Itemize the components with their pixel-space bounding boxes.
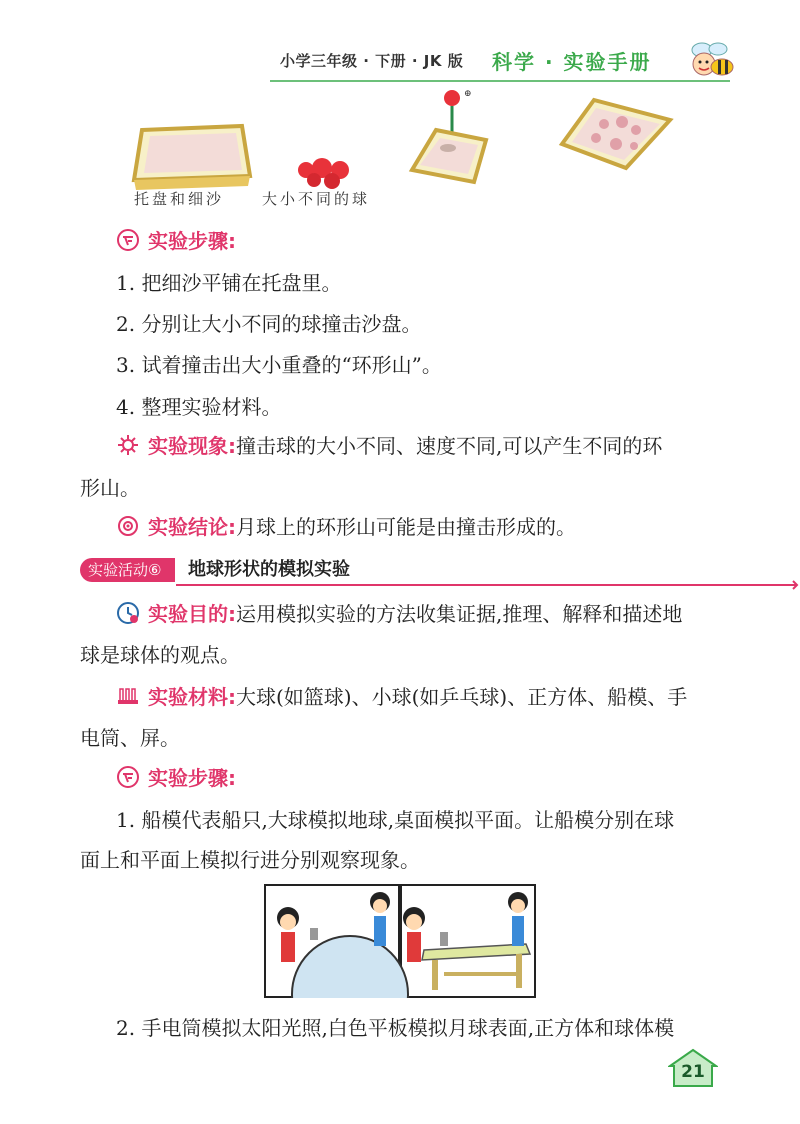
steps-heading: 实验步骤: bbox=[116, 227, 236, 255]
header-divider bbox=[270, 80, 730, 82]
page-number: 21 bbox=[681, 1062, 705, 1082]
materials-text: 大球(如篮球)、小球(如乒乓球)、正方体、船模、手 bbox=[236, 685, 688, 709]
gear-icon bbox=[116, 433, 140, 457]
materials-text-cont: 电筒、屏。 bbox=[80, 726, 180, 750]
step-1: 1. 把细沙平铺在托盘里。 bbox=[116, 271, 342, 295]
purpose-text: 运用模拟实验的方法收集证据,推理、解释和描述地 bbox=[236, 602, 683, 626]
phenomenon-text: 撞击球的大小不同、速度不同,可以产生不同的环 bbox=[236, 434, 663, 458]
step2-1-text-cont: 面上和平面上模拟行进分别观察现象。 bbox=[80, 848, 420, 872]
dropping-ball-image bbox=[412, 89, 486, 182]
header-grade: 小学三年级 · 下册 · JK 版 bbox=[280, 52, 464, 70]
step-4: 4. 整理实验材料。 bbox=[116, 395, 282, 419]
activity-banner bbox=[80, 556, 730, 586]
step-3: 3. 试着撞击出大小重叠的“环形山”。 bbox=[116, 353, 442, 377]
step2-1-text: 1. 船模代表船只,大球模拟地球,桌面模拟平面。让船模分别在球 bbox=[116, 808, 675, 832]
phenomenon-text-cont: 形山。 bbox=[80, 476, 140, 500]
steps2-heading: 实验步骤: bbox=[116, 764, 236, 792]
purpose-text-cont: 球是球体的观点。 bbox=[80, 643, 240, 667]
target-icon bbox=[116, 514, 140, 538]
caption-tray: 托盘和细沙 bbox=[134, 190, 225, 208]
test-tubes-icon bbox=[116, 684, 140, 708]
header-subject: 科学 · 实验手册 bbox=[492, 50, 652, 74]
bee-mascot-icon bbox=[688, 40, 736, 80]
crater-tray-image bbox=[562, 100, 670, 168]
balls-image bbox=[298, 158, 349, 189]
purpose-paragraph: 实验目的:运用模拟实验的方法收集证据,推理、解释和描述地 bbox=[116, 600, 682, 628]
materials-paragraph: 实验材料:大球(如篮球)、小球(如乒乓球)、正方体、船模、手 bbox=[116, 683, 687, 711]
arrow-icon bbox=[785, 580, 799, 590]
activity-tag: 实验活动⑥ bbox=[80, 558, 175, 582]
page-header bbox=[270, 40, 730, 80]
phenomenon-paragraph: 实验现象:撞击球的大小不同、速度不同,可以产生不同的环 bbox=[116, 432, 662, 460]
ship-model-illustration bbox=[264, 884, 536, 998]
steps-icon bbox=[116, 228, 140, 252]
steps-icon bbox=[116, 765, 140, 789]
svg-text:⊕: ⊕ bbox=[464, 89, 472, 99]
activity-title: 地球形状的模拟实验 bbox=[188, 559, 350, 580]
clock-icon bbox=[116, 601, 140, 625]
activity-underline bbox=[176, 584, 796, 586]
conclusion-paragraph: 实验结论:月球上的环形山可能是由撞击形成的。 bbox=[116, 513, 576, 541]
step2-2-text: 2. 手电筒模拟太阳光照,白色平板模拟月球表面,正方体和球体模 bbox=[116, 1016, 675, 1040]
caption-balls: 大小不同的球 bbox=[262, 190, 371, 208]
step-2: 2. 分别让大小不同的球撞击沙盘。 bbox=[116, 312, 422, 336]
sand-tray-image bbox=[134, 126, 250, 190]
conclusion-text: 月球上的环形山可能是由撞击形成的。 bbox=[236, 515, 576, 539]
